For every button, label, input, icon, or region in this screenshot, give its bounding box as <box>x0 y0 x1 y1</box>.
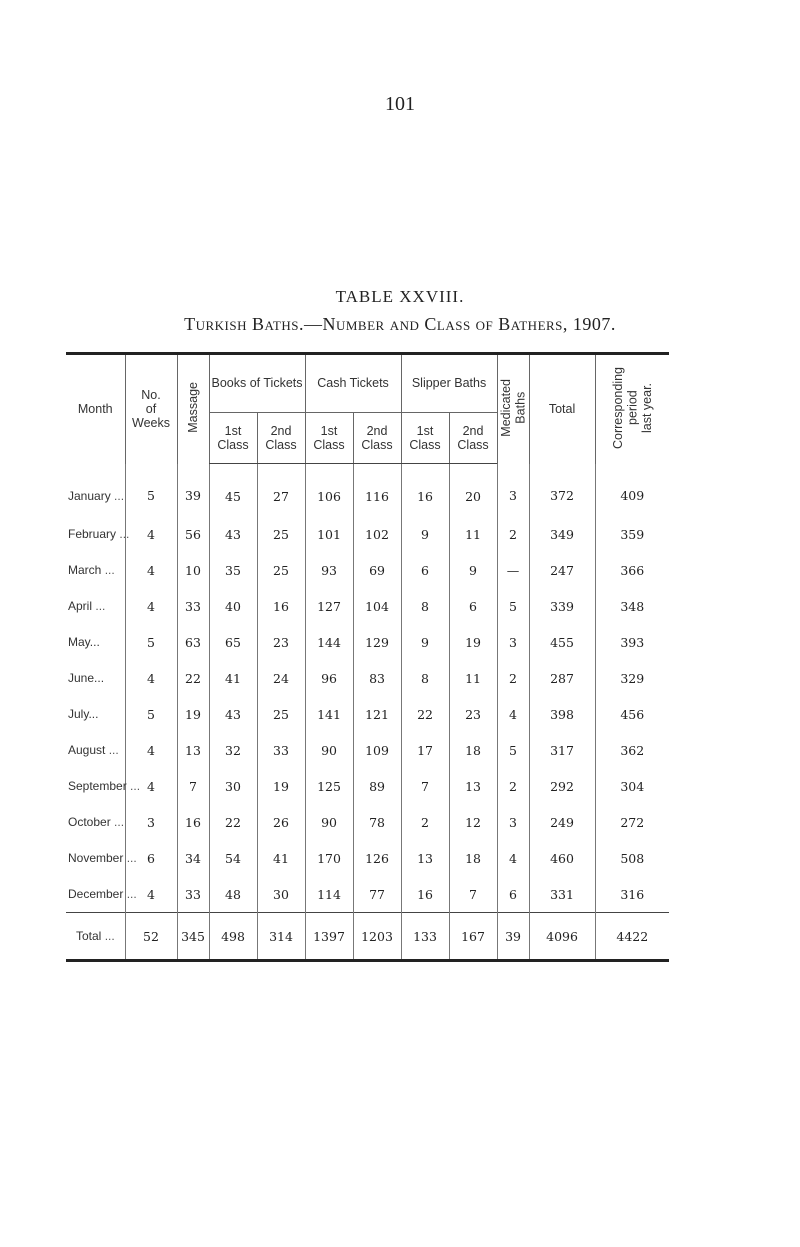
table-row <box>66 516 669 552</box>
weeks-cell: 5 <box>125 696 177 732</box>
massage-cell: 13 <box>177 732 209 768</box>
slipper-second-class-cell: 18 <box>449 732 497 768</box>
header-massage: Massage <box>177 354 209 464</box>
total-cell: 287 <box>529 660 595 696</box>
medicated-baths-cell: 3 <box>497 804 529 840</box>
books-second-class-cell: 23 <box>257 624 305 660</box>
header-slipper-second-class: 2nd Class <box>449 413 497 464</box>
slipper-second-class-cell: 167 <box>449 913 497 961</box>
header-cash-first-class: 1st Class <box>305 413 353 464</box>
table-row <box>66 768 669 804</box>
books-second-class-cell: 25 <box>257 516 305 552</box>
page-number: 101 <box>385 93 415 115</box>
header-weeks: No. of Weeks <box>125 354 177 464</box>
total-cell: 247 <box>529 552 595 588</box>
cash-first-class-cell: 170 <box>305 840 353 876</box>
slipper-first-class-cell: 13 <box>401 840 449 876</box>
table-row <box>66 732 669 768</box>
table-row <box>66 588 669 624</box>
last-year-cell: 393 <box>595 624 669 660</box>
header-books-second-class: 2nd Class <box>257 413 305 464</box>
weeks-cell: 3 <box>125 804 177 840</box>
cash-first-class-cell: 90 <box>305 804 353 840</box>
total-cell: 4096 <box>529 913 595 961</box>
header-books-of-tickets: Books of Tickets <box>209 354 305 413</box>
header-corresponding-period: Corresponding period last year. <box>595 354 669 464</box>
books-first-class-cell: 48 <box>209 876 257 913</box>
slipper-first-class-cell: 16 <box>401 464 449 517</box>
month-cell: May... <box>68 635 100 649</box>
cash-second-class-cell: 89 <box>353 768 401 804</box>
slipper-first-class-cell: 16 <box>401 876 449 913</box>
header-slipper-first-class: 1st Class <box>401 413 449 464</box>
slipper-first-class-cell: 7 <box>401 768 449 804</box>
table-row <box>66 696 669 732</box>
slipper-second-class-cell: 18 <box>449 840 497 876</box>
massage-cell: 22 <box>177 660 209 696</box>
weeks-cell: 4 <box>125 768 177 804</box>
slipper-first-class-cell: 22 <box>401 696 449 732</box>
books-second-class-cell: 41 <box>257 840 305 876</box>
books-second-class-cell: 33 <box>257 732 305 768</box>
weeks-cell: 4 <box>125 516 177 552</box>
medicated-baths-cell: — <box>497 552 529 588</box>
books-second-class-cell: 30 <box>257 876 305 913</box>
cash-second-class-cell: 126 <box>353 840 401 876</box>
month-cell: November ... <box>68 851 137 865</box>
last-year-cell: 4422 <box>595 913 669 961</box>
month-cell: December ... <box>68 887 137 901</box>
slipper-first-class-cell: 133 <box>401 913 449 961</box>
cash-second-class-cell: 104 <box>353 588 401 624</box>
massage-cell: 7 <box>177 768 209 804</box>
cash-first-class-cell: 90 <box>305 732 353 768</box>
medicated-baths-cell: 4 <box>497 696 529 732</box>
books-second-class-cell: 25 <box>257 552 305 588</box>
slipper-first-class-cell: 9 <box>401 624 449 660</box>
books-first-class-cell: 35 <box>209 552 257 588</box>
books-first-class-cell: 498 <box>209 913 257 961</box>
medicated-baths-cell: 5 <box>497 732 529 768</box>
books-first-class-cell: 43 <box>209 696 257 732</box>
slipper-second-class-cell: 23 <box>449 696 497 732</box>
last-year-cell: 272 <box>595 804 669 840</box>
slipper-first-class-cell: 2 <box>401 804 449 840</box>
books-first-class-cell: 65 <box>209 624 257 660</box>
books-first-class-cell: 30 <box>209 768 257 804</box>
last-year-cell: 304 <box>595 768 669 804</box>
cash-first-class-cell: 93 <box>305 552 353 588</box>
medicated-baths-cell: 3 <box>497 464 529 517</box>
slipper-second-class-cell: 19 <box>449 624 497 660</box>
last-year-cell: 316 <box>595 876 669 913</box>
books-second-class-cell: 19 <box>257 768 305 804</box>
total-cell: 398 <box>529 696 595 732</box>
massage-cell: 56 <box>177 516 209 552</box>
weeks-cell: 4 <box>125 876 177 913</box>
books-second-class-cell: 24 <box>257 660 305 696</box>
month-cell: January ... <box>68 488 125 503</box>
weeks-cell: 5 <box>125 624 177 660</box>
total-cell: 249 <box>529 804 595 840</box>
slipper-first-class-cell: 8 <box>401 660 449 696</box>
cash-first-class-cell: 125 <box>305 768 353 804</box>
weeks-cell: 4 <box>125 732 177 768</box>
table-row <box>66 876 669 913</box>
massage-cell: 63 <box>177 624 209 660</box>
books-second-class-cell: 27 <box>257 464 305 517</box>
total-cell: 292 <box>529 768 595 804</box>
books-second-class-cell: 314 <box>257 913 305 961</box>
month-cell: June... <box>68 671 105 685</box>
medicated-baths-cell: 4 <box>497 840 529 876</box>
last-year-cell: 366 <box>595 552 669 588</box>
last-year-cell: 456 <box>595 696 669 732</box>
cash-second-class-cell: 78 <box>353 804 401 840</box>
weeks-cell: 52 <box>125 913 177 961</box>
last-year-cell: 409 <box>595 464 669 517</box>
cash-second-class-cell: 69 <box>353 552 401 588</box>
total-cell: 331 <box>529 876 595 913</box>
slipper-second-class-cell: 11 <box>449 660 497 696</box>
books-second-class-cell: 16 <box>257 588 305 624</box>
table-row <box>66 840 669 876</box>
header-books-first-class: 1st Class <box>209 413 257 464</box>
table-subtitle: Turkish Baths.—Number and Class of Bathers, 1907. <box>184 314 616 334</box>
table-row <box>66 552 669 588</box>
table-title: TABLE XXVIII. <box>335 287 465 306</box>
month-cell: Total ... <box>66 913 125 961</box>
cash-second-class-cell: 1203 <box>353 913 401 961</box>
massage-cell: 33 <box>177 876 209 913</box>
medicated-baths-cell: 2 <box>497 516 529 552</box>
massage-cell: 10 <box>177 552 209 588</box>
cash-first-class-cell: 114 <box>305 876 353 913</box>
total-cell: 349 <box>529 516 595 552</box>
month-cell: October ... <box>68 815 125 829</box>
header-month: Month <box>77 402 113 417</box>
month-cell: August ... <box>68 743 119 757</box>
header-cash-tickets: Cash Tickets <box>305 354 401 413</box>
medicated-baths-cell: 3 <box>497 624 529 660</box>
month-cell: July... <box>68 707 99 721</box>
weeks-cell: 4 <box>125 660 177 696</box>
books-first-class-cell: 40 <box>209 588 257 624</box>
cash-second-class-cell: 121 <box>353 696 401 732</box>
slipper-first-class-cell: 17 <box>401 732 449 768</box>
weeks-cell: 4 <box>125 552 177 588</box>
cash-first-class-cell: 1397 <box>305 913 353 961</box>
massage-cell: 33 <box>177 588 209 624</box>
books-first-class-cell: 43 <box>209 516 257 552</box>
slipper-second-class-cell: 12 <box>449 804 497 840</box>
cash-first-class-cell: 144 <box>305 624 353 660</box>
slipper-first-class-cell: 6 <box>401 552 449 588</box>
massage-cell: 345 <box>177 913 209 961</box>
last-year-cell: 359 <box>595 516 669 552</box>
massage-cell: 16 <box>177 804 209 840</box>
slipper-second-class-cell: 13 <box>449 768 497 804</box>
slipper-first-class-cell: 9 <box>401 516 449 552</box>
last-year-cell: 508 <box>595 840 669 876</box>
last-year-cell: 329 <box>595 660 669 696</box>
cash-first-class-cell: 127 <box>305 588 353 624</box>
books-first-class-cell: 22 <box>209 804 257 840</box>
slipper-second-class-cell: 11 <box>449 516 497 552</box>
medicated-baths-cell: 5 <box>497 588 529 624</box>
books-first-class-cell: 54 <box>209 840 257 876</box>
bathers-table <box>66 352 669 962</box>
total-cell: 339 <box>529 588 595 624</box>
table-row <box>66 624 669 660</box>
cash-second-class-cell: 102 <box>353 516 401 552</box>
books-first-class-cell: 45 <box>209 464 257 517</box>
slipper-second-class-cell: 20 <box>449 464 497 517</box>
books-first-class-cell: 32 <box>209 732 257 768</box>
slipper-second-class-cell: 7 <box>449 876 497 913</box>
massage-cell: 19 <box>177 696 209 732</box>
last-year-cell: 362 <box>595 732 669 768</box>
month-cell: February ... <box>68 527 130 541</box>
header-medicated-baths: Medicated Baths <box>497 354 529 464</box>
weeks-cell: 6 <box>125 840 177 876</box>
slipper-second-class-cell: 6 <box>449 588 497 624</box>
total-row <box>66 913 669 961</box>
total-cell: 455 <box>529 624 595 660</box>
month-cell: April ... <box>68 599 106 613</box>
medicated-baths-cell: 2 <box>497 660 529 696</box>
table-row <box>66 804 669 840</box>
header-total: Total <box>529 354 595 464</box>
total-cell: 460 <box>529 840 595 876</box>
cash-second-class-cell: 83 <box>353 660 401 696</box>
month-cell: September ... <box>68 779 141 793</box>
header-slipper-baths: Slipper Baths <box>401 354 497 413</box>
medicated-baths-cell: 6 <box>497 876 529 913</box>
cash-second-class-cell: 116 <box>353 464 401 517</box>
weeks-cell: 5 <box>125 464 177 517</box>
slipper-first-class-cell: 8 <box>401 588 449 624</box>
cash-first-class-cell: 106 <box>305 464 353 517</box>
weeks-cell: 4 <box>125 588 177 624</box>
cash-first-class-cell: 101 <box>305 516 353 552</box>
table-row <box>66 660 669 696</box>
books-second-class-cell: 25 <box>257 696 305 732</box>
cash-first-class-cell: 141 <box>305 696 353 732</box>
cash-second-class-cell: 129 <box>353 624 401 660</box>
total-cell: 317 <box>529 732 595 768</box>
last-year-cell: 348 <box>595 588 669 624</box>
cash-first-class-cell: 96 <box>305 660 353 696</box>
cash-second-class-cell: 109 <box>353 732 401 768</box>
books-second-class-cell: 26 <box>257 804 305 840</box>
medicated-baths-cell: 39 <box>497 913 529 961</box>
massage-cell: 39 <box>177 464 209 517</box>
books-first-class-cell: 41 <box>209 660 257 696</box>
month-cell: March ... <box>68 563 115 577</box>
slipper-second-class-cell: 9 <box>449 552 497 588</box>
cash-second-class-cell: 77 <box>353 876 401 913</box>
massage-cell: 34 <box>177 840 209 876</box>
table-row <box>66 464 669 517</box>
medicated-baths-cell: 2 <box>497 768 529 804</box>
header-cash-second-class: 2nd Class <box>353 413 401 464</box>
total-cell: 372 <box>529 464 595 517</box>
